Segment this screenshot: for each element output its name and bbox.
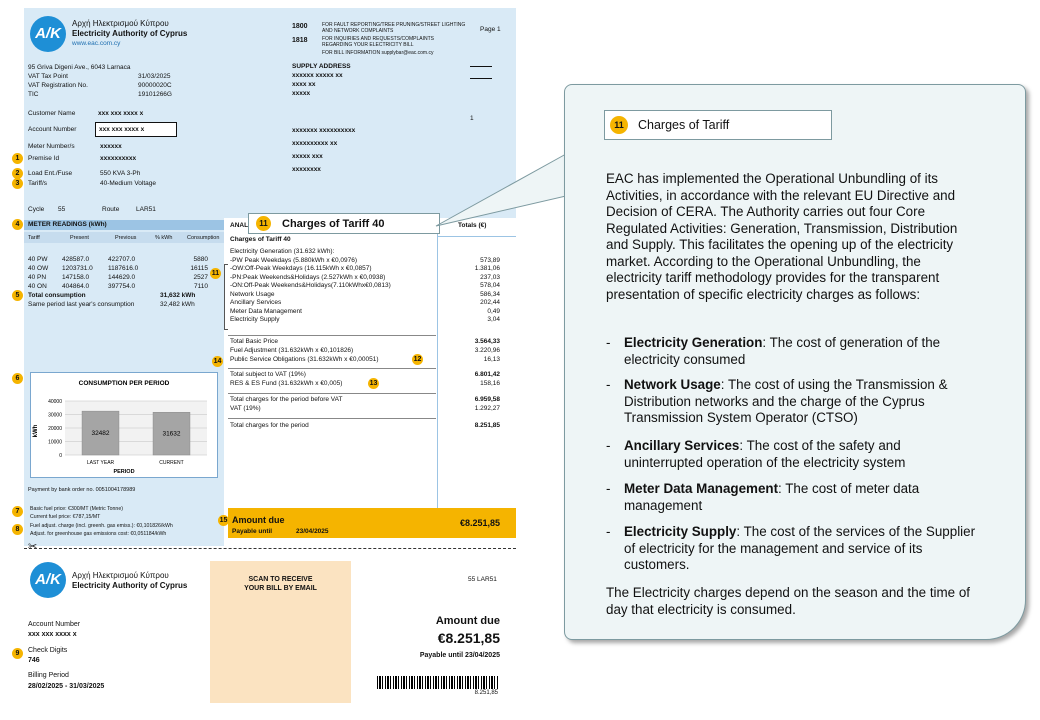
amount-due-value: €8.251,85: [459, 518, 500, 528]
marker-3: 3: [12, 178, 23, 189]
marker-15: 15: [219, 517, 228, 524]
company-name-english: Electricity Authority of Cyprus: [72, 29, 188, 38]
eac-address: 95 Griva Digeni Ave., 6043 Larnaca: [28, 64, 131, 71]
company-website: www.eac.com.cy: [72, 40, 121, 47]
bullet-dash: -: [606, 481, 611, 496]
meter-previous: 144629.0: [108, 274, 136, 281]
same-period-label: Same period last year's consumption: [28, 301, 135, 308]
supply-address-label: SUPPLY ADDRESS: [292, 63, 351, 70]
total-period: 8.251,85: [474, 422, 500, 429]
marker-1: 1: [12, 153, 23, 164]
meter-tariff: 40 PN: [28, 274, 47, 281]
meter-present: 404864.0: [62, 283, 90, 290]
meter-present: 147158.0: [62, 274, 90, 281]
right-line-3: xxxxx xxx: [292, 153, 323, 160]
chart-ytick-label: 40000: [48, 399, 62, 405]
phone-1800-desc-2: AND NETWORK COMPLAINTS: [322, 28, 394, 34]
payable-until-label: Payable until: [232, 528, 273, 535]
meter-tariff: 40 OW: [28, 265, 49, 272]
chart-ytick-label: 10000: [48, 439, 62, 446]
charges-bracket: [224, 264, 228, 330]
marker-7: 7: [12, 506, 23, 517]
bullet-dash: -: [606, 335, 611, 350]
payable-until: 23/04/2025: [296, 528, 329, 535]
bullet-term: Meter Data Management: [624, 481, 779, 496]
marker-4: 4: [12, 219, 23, 230]
same-period-value: 32,482 kWh: [160, 301, 195, 308]
bullet-text: : The cost of meter data management: [624, 481, 920, 513]
bullet-text: : The cost of the services of the Supplier of electricity for the management and service of its customers.: [624, 524, 976, 572]
consumption-chart: [30, 372, 218, 478]
charge-value: 202,44: [480, 299, 500, 306]
bullet-term: Ancillary Services: [624, 438, 740, 453]
right-line-4: xxxxxxxx: [292, 166, 321, 173]
premise-id: xxxxxxxxxx: [100, 155, 137, 162]
subject-vat: 6.801,42: [474, 371, 500, 378]
customer-name-label: Customer Name: [28, 110, 76, 117]
meter-col-consumption: Consumption: [187, 235, 220, 241]
chart-category-label: LAST YEAR: [86, 460, 115, 466]
phone-1800: 1800: [292, 23, 308, 30]
vat-label: VAT (19%): [230, 405, 261, 412]
amount-due-label: Amount due: [232, 515, 285, 525]
meter-numbers-label: Meter Number/s: [28, 143, 75, 150]
scissors-icon: ✂: [28, 541, 38, 553]
fuel-adj-label: Fuel Adjustment (31.632kWh x €0,101826): [230, 347, 354, 354]
res: 158,16: [480, 380, 500, 387]
bullet-text: : The cost of the safety and uninterrupted operation of the electricity system: [624, 438, 906, 470]
meter-readings-title: METER READINGS (kWh): [28, 221, 107, 228]
meter-consumption: 5880: [193, 256, 208, 263]
account-number-label: Account Number: [28, 126, 77, 133]
res-label: RES & ES Fund (31.632kWh x €0,005): [230, 380, 343, 387]
consumption-chart-svg: [31, 373, 217, 477]
stub-check-digits-label: Check Digits: [28, 647, 68, 654]
stub-payable-until: Payable until 23/04/2025: [419, 652, 500, 659]
fuel-line-1: Basic fuel price: €300/MT (Metric Tonne): [30, 506, 123, 512]
total-consumption: 31,632 kWh: [160, 292, 196, 299]
stub-company-english: Electricity Authority of Cyprus: [72, 581, 188, 590]
meter-consumption: 2527: [193, 274, 208, 281]
payment-note: Payment by bank order no. 0051004178989: [28, 487, 136, 493]
meter-col-previous: Previous: [115, 235, 137, 241]
marker-9: 9: [12, 648, 23, 659]
charges-rule: [228, 393, 436, 394]
charge-value: 578,04: [480, 282, 500, 289]
company-name-greek: Αρχή Ηλεκτρισμού Κύπρου: [72, 19, 169, 28]
bullet-term: Electricity Supply: [624, 524, 737, 539]
tic: 19101266G: [138, 91, 172, 98]
vat-tax-point: 31/03/2025: [138, 73, 171, 80]
charge-value: 0,49: [487, 307, 500, 315]
stub-amount-due: €8.251,85: [437, 630, 500, 646]
route-label: Route: [102, 206, 120, 213]
chart-data-label: 31632: [162, 430, 181, 438]
premise-id-label: Premise Id: [28, 155, 60, 162]
tariff-label: Tariff/s: [28, 180, 48, 187]
callout-footer: The Electricity charges depend on the season and the time of day that electricity is consumed.: [606, 585, 970, 617]
bullet-dash: -: [606, 438, 611, 453]
stub-account-label: Account Number: [28, 621, 81, 628]
charge-label: -PN:Peak Weekends&Holidays (2.527kWh x €0,0938): [230, 273, 386, 281]
marker-11-tag: 11: [256, 216, 271, 231]
callout-marker-11: 11: [610, 116, 628, 134]
charges-rule: [228, 335, 436, 336]
marker-6: 6: [12, 373, 23, 384]
fuel-line-2: Current fuel price: €787,15/MT: [30, 514, 101, 520]
total-period-label: Total charges for the period: [230, 422, 309, 429]
charge-label: Electricity Generation (31.632 kWh):: [230, 248, 335, 255]
meter-previous: 1187616.0: [108, 265, 139, 272]
account-number: xxx xxx xxxx x: [99, 126, 145, 133]
phone-1818: 1818: [292, 37, 308, 44]
tic-label: TIC: [28, 91, 39, 98]
pso: 16,13: [483, 356, 500, 363]
callout-intro: EAC has implemented the Operational Unbundling of its Activities, in accordance with the relevant EU Directive and Decision of CERA. The Authority carries out four Core Regulated Activities: Generation, Transmission, Distribution and Supply. This facilitates the opening up of the electricity market. According to the Operational Unbundling, the electricity tariff methodology provides for the transparent presentation of specific electricity charges as follows:: [606, 171, 958, 302]
total-consumption-label: Total consumption: [28, 292, 86, 299]
cut-line: [24, 548, 516, 549]
charge-label: Meter Data Management: [230, 307, 302, 315]
supply-line-1: xxxxxx xxxxx xx: [292, 72, 343, 79]
chart-ytick-label: 20000: [48, 426, 62, 432]
charge-label: -PW Peak Weekdays (5.880kWh x €0,0976): [230, 256, 358, 264]
bullet-term: Electricity Generation: [624, 335, 763, 350]
phone-1800-desc-1: FOR FAULT REPORTING/TREE PRUNING/STREET LIGHTING: [322, 22, 466, 28]
callout-title: Charges of Tariff: [638, 118, 730, 132]
pso-label: Public Service Obligations (31.632kWh x €0,00051): [230, 356, 379, 363]
charge-value: 1.381,06: [474, 265, 500, 272]
vat: 1.292,27: [474, 405, 500, 412]
before-vat: 6.959,58: [474, 396, 500, 403]
chart-xlabel: PERIOD: [113, 469, 135, 475]
vat-tax-point-label: VAT Tax Point: [28, 73, 68, 80]
page-number: Page 1: [480, 26, 501, 33]
chart-ylabel: kWh: [33, 424, 39, 438]
fuel-line-3: Fuel adjust. charge (incl. greenh. gas emiss.): €0,101826/kWh: [30, 523, 173, 529]
phone-1818-desc-2: REGARDING YOUR ELECTRICITY BILL: [322, 42, 414, 48]
route-value: LAR51: [136, 206, 156, 213]
eac-logo-icon: A/K: [30, 16, 66, 52]
stub-account-number: xxx xxx xxxx x: [28, 631, 77, 638]
bullet-text: : The cost of generation of the electricity consumed: [624, 335, 941, 367]
stub-company-greek: Αρχή Ηλεκτρισμού Κύπρου: [72, 571, 169, 580]
bullet-dash: -: [606, 524, 611, 539]
load-label: Load Ent./Fuse: [28, 170, 73, 177]
meter-tariff: 40 ON: [28, 283, 47, 290]
meter-tariff: 40 PW: [28, 256, 48, 263]
meter-col-present: Present: [70, 235, 89, 241]
marker-8: 8: [12, 524, 23, 535]
address-rule: [470, 78, 492, 79]
stub-check-digits: 746: [28, 657, 40, 664]
cycle-label: Cycle: [28, 206, 45, 213]
totals-label: Totals (€): [458, 222, 487, 229]
bullet-text: : The cost of using the Transmission & Distribution networks and the charge of the Cyprus Transmission System Operator (CTSO): [624, 377, 948, 425]
right-line-1: xxxxxxx xxxxxxxxxx: [292, 127, 356, 134]
meter-col-tariff: Tariff: [28, 235, 40, 241]
meter-previous: 397754.0: [108, 283, 136, 290]
marker-13: 13: [369, 380, 378, 387]
total-basic-label: Total Basic Price: [230, 338, 279, 345]
tariff-tag-title: Charges of Tariff 40: [282, 218, 385, 230]
vat-reg: 90000020C: [138, 82, 172, 89]
tariff-value: 40-Medium Voltage: [100, 180, 157, 187]
marker-2: 2: [12, 168, 23, 179]
meter-previous: 422707.0: [108, 256, 136, 263]
fuel-adj: 3.220,96: [474, 347, 500, 354]
meter-present: 428587.0: [62, 256, 90, 263]
customer-name: xxx xxx xxxx x: [98, 110, 144, 117]
charge-label: Ancillary Services: [230, 299, 282, 306]
charge-label: -OW:Off-Peak Weekdays (16.115kWh x €0,0857): [230, 265, 372, 272]
marker-14: 14: [213, 358, 222, 365]
before-vat-label: Total charges for the period before VAT: [230, 396, 343, 403]
bill-email-line: FOR BILL INFORMATION supplybar@eac.com.cy: [322, 50, 434, 56]
subject-vat-label: Total subject to VAT (19%): [230, 371, 306, 378]
stub-route-ref: 55 LAR51: [468, 576, 497, 583]
chart-title: CONSUMPTION PER PERIOD: [78, 380, 170, 387]
analysis-label: ANAL: [230, 222, 249, 229]
charge-label: -ON:Off-Peak Weekends&Holidays(7.110kWhx€0,0813): [230, 282, 391, 289]
cycle-value: 55: [58, 206, 66, 213]
charge-value: 586,34: [480, 290, 500, 298]
total-basic: 3.564,33: [474, 338, 500, 345]
stub-eac-logo-icon: A/K: [30, 562, 66, 598]
meter-col-pct: % kWh: [155, 235, 173, 241]
marker-12: 12: [413, 356, 422, 363]
sheet-number: 1: [470, 115, 474, 122]
charge-value: 237,03: [480, 273, 500, 281]
marker-11: 11: [211, 270, 220, 277]
chart-ytick-label: 30000: [48, 412, 62, 419]
charge-value: 3,04: [487, 316, 500, 323]
meter-consumption: 7110: [194, 283, 208, 290]
supply-line-3: xxxxx: [292, 90, 311, 97]
scan-text-1: SCAN TO RECEIVE: [248, 576, 313, 583]
load-value: 550 KVA 3-Ph: [100, 170, 141, 177]
chart-ytick-label: 0: [59, 453, 62, 459]
address-rule: [470, 66, 492, 67]
bullet-term: Network Usage: [624, 377, 721, 392]
vat-reg-label: VAT Registration No.: [28, 82, 88, 89]
meter-consumption: 16115: [190, 265, 208, 272]
charges-rule: [228, 368, 436, 369]
charge-label: Electricity Supply: [230, 316, 280, 323]
stub-billing-period: 28/02/2025 - 31/03/2025: [28, 683, 105, 690]
charge-label: Network Usage: [230, 290, 275, 298]
bullet-dash: -: [606, 377, 611, 392]
charge-value: 573,89: [480, 256, 500, 264]
supply-line-2: xxxx xx: [292, 81, 316, 88]
stub-billing-period-label: Billing Period: [28, 672, 69, 679]
charges-rule: [228, 418, 436, 419]
stub-amount-due-label: Amount due: [435, 615, 500, 627]
barcode-icon: [377, 676, 498, 689]
meter-present: 1203731.0: [62, 265, 93, 272]
chart-category-label: CURRENT: [159, 460, 184, 466]
meter-numbers: xxxxxx: [100, 143, 122, 150]
marker-5: 5: [12, 290, 23, 301]
fuel-line-4: Adjust. for greenhouse gas emissions cost: €0,051184/kWh: [30, 531, 167, 537]
phone-1818-desc-1: FOR INQUIRIES AND REQUESTS/COMPLAINTS: [322, 36, 434, 42]
callout-pointer: [430, 150, 570, 240]
charges-heading: Charges of Tariff 40: [230, 236, 291, 243]
right-line-2: xxxxxxxxxx xx: [292, 140, 338, 147]
chart-data-label: 32482: [91, 430, 110, 438]
barcode-amount: 8.251,85: [474, 690, 498, 696]
scan-text-2: YOUR BILL BY EMAIL: [244, 585, 317, 592]
